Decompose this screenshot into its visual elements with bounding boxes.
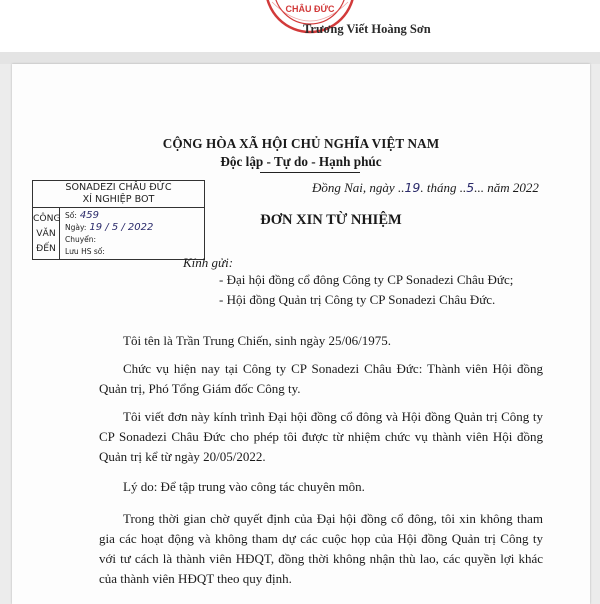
page-gap xyxy=(0,52,600,64)
motto-underline xyxy=(260,172,360,173)
paragraph-request xyxy=(99,407,543,467)
previous-page-fragment xyxy=(0,0,600,52)
stamp-archive-row xyxy=(65,247,105,256)
stamp-number-value: 459 xyxy=(79,210,99,221)
stamp-forward-label: Chuyển: xyxy=(65,235,97,244)
stamp-side-1: CÔNG xyxy=(33,213,61,224)
seal-text: CHÂU ĐỨC xyxy=(285,4,335,14)
stamp-header xyxy=(33,181,204,208)
paragraph-text: Chức vụ hiện nay tại Công ty CP Sonadezi Châu Đức: Thành viên Hội đồng Quản trị, Phó Tổng Giám đốc Công ty. xyxy=(99,361,543,396)
paragraph-text: Tôi viết đơn này kính trình Đại hội đồng cổ đông và Hội đồng Quản trị Công ty CP Sonadezi Châu Đức cho phép tôi được từ nhiệm chức vụ thành viên Hội đồng Quản trị kể từ ngày 20/05/2022. xyxy=(99,409,543,464)
stamp-archive-label: Lưu HS số: xyxy=(65,247,105,256)
place-date xyxy=(312,180,539,196)
paragraph-text: Lý do: Để tập trung vào công tác chuyên môn. xyxy=(123,479,365,494)
recipient-board: - Hội đồng Quản trị Công ty CP Sonadezi Châu Đức. xyxy=(219,292,496,307)
document-title: ĐƠN XIN TỪ NHIỆM xyxy=(260,212,402,228)
paragraph-interim xyxy=(99,509,543,589)
signer-name: Trương Viết Hoàng Sơn xyxy=(303,22,431,36)
stamp-company: SONADEZI CHÂU ĐỨC xyxy=(65,182,172,193)
place-prefix: Đồng Nai, ngày .. xyxy=(312,180,405,195)
stamp-number-label: Số: xyxy=(65,211,77,220)
national-motto: Độc lập - Tự do - Hạnh phúc xyxy=(220,154,382,169)
paragraph-reason xyxy=(99,477,543,497)
stamp-date-value: 19 / 5 / 2022 xyxy=(89,222,154,233)
paragraph-text: Trong thời gian chờ quyết định của Đại hội đồng cổ đông, tôi xin không tham gia các hoạt động và không tham dự các cuộc họp của Hội đồng Quản trị Công ty với tư cách là thành viên HĐQT, đồng thời không nhận thù lao, các quyền lợi khác của thành viên HĐQT theo quy định. xyxy=(99,511,543,586)
to-label: Kính gửi: xyxy=(183,255,234,270)
paragraph-identity xyxy=(99,331,543,351)
recipient-shareholders: - Đại hội đồng cổ đông Công ty CP Sonadezi Châu Đức; xyxy=(219,272,514,287)
stamp-side-2: VĂN xyxy=(36,228,56,239)
paragraph-position xyxy=(99,359,543,399)
stamp-side-3: ĐẾN xyxy=(36,243,56,254)
year-suffix: ... năm 2022 xyxy=(474,180,539,195)
stamp-unit: XÍ NGHIỆP BOT xyxy=(82,194,155,205)
date-month: 5 xyxy=(466,180,475,195)
month-label: . tháng .. xyxy=(420,180,467,195)
stamp-date-label: Ngày: xyxy=(65,223,87,232)
national-title: CỘNG HÒA XÃ HỘI CHỦ NGHĨA VIỆT NAM xyxy=(162,136,440,151)
stamp-forward-row xyxy=(65,235,96,244)
paragraph-text: Tôi tên là Trần Trung Chiến, sinh ngày 25/06/1975. xyxy=(123,333,391,348)
resignation-letter-page xyxy=(12,64,590,604)
date-day: 19 xyxy=(404,180,421,195)
